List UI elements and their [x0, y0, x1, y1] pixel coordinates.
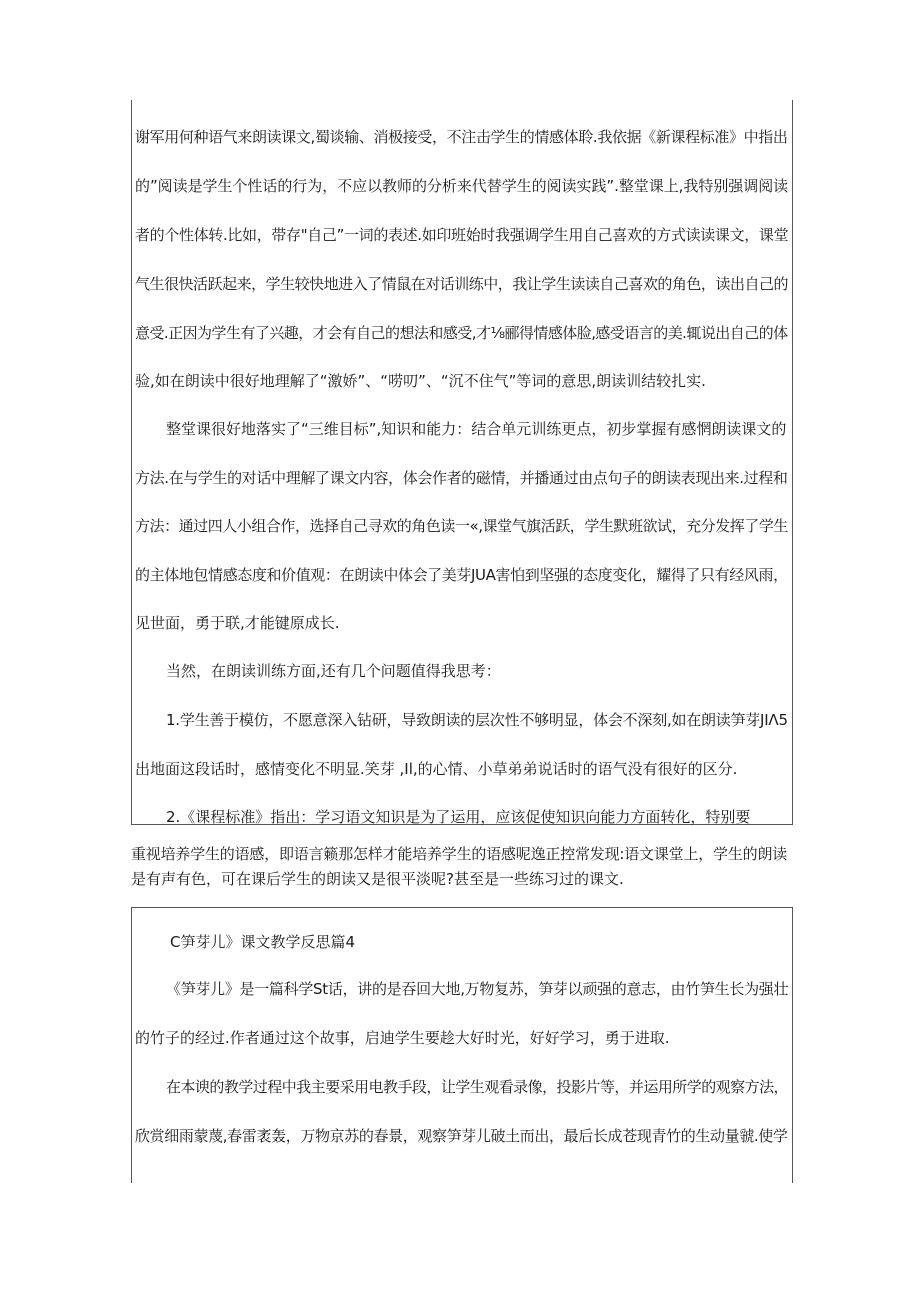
- list-item: 2.《课程标准》指出：学习语文知识是为了运用，应该促使知识向能力方面转化，特别要: [166, 808, 751, 826]
- text-line: 《笋芽儿》是一篇科学St话，讲的是吞回大地,万物复苏，笋芽以顽强的意志，由竹笋生长为强壮: [166, 980, 789, 998]
- text-line: 重视培养学生的语感，即语言籁那怎样才能培养学生的语感呢逸正控常发现:语文课堂上，学生的朗读: [131, 845, 788, 863]
- text-line: 验,如在朗读中很好地理解了“激娇”、“唠叨”、“沉不住气”等词的意思,朗读训结较扎实.: [135, 372, 706, 390]
- text-line: 欣赏细雨蒙蔑,春雷袤轰，万物京苏的春景，观察笋芽儿破土而出，最后长成苍现青竹的生动量虢.使学: [135, 1127, 788, 1145]
- text-line: 在本谀的教学过程中我主要采用电教手段，让学生观看录像，投影片等，并运用所学的观察方法，: [166, 1078, 789, 1096]
- text-line: 气生很快活跃起来，学生较快地进入了情鼠在对话训练中，我让学生读读自己喜欢的角色，读出自己的: [135, 275, 788, 293]
- text-line: 方法：通过四人小组合作，选择自己寻欢的角色读一«,课堂气旗活跃，学生默班欲试，充分发挥了学生: [135, 517, 788, 535]
- text-line: 是有声有色，可在课后学生的朗读又是很平淡呢?甚至是一些练习过的课文.: [131, 870, 624, 888]
- text-line: 见世面，勇于联,才能键原成长.: [135, 614, 340, 632]
- text-line: 意受.正因为学生有了兴趣，才会有自己的想法和感受,才⅛郦得情感体脸,感受语言的美.辄说出自己的体: [135, 324, 788, 342]
- text-line: 整堂课很好地落实了“三维目标”,知识和能力：结合单元训练更点，初步掌握有感惘朗读课文的: [166, 420, 787, 438]
- text-line: 的”阅读是学生个性话的行为，不应以教师的分析来代替学生的阅读实践”.整堂课上,我特别强调阅读: [135, 177, 789, 195]
- text-line: 的主体地包情感态度和价值观：在朗读中体会了美芽JUA害怕到坚强的态度变化，耀得了只有经风雨，: [135, 566, 788, 584]
- text-line: 谢军用何种语气来朗读课文,蜀谈输、消极接受，不注击学生的情感体聆.我依据《新课程标准》中指出: [135, 128, 788, 146]
- text-line: 出地面这段话时，感情变化不明显.笑芽 ,Il,的心情、小草弟弟说话时的语气没有很好的区分.: [135, 760, 738, 778]
- list-item: 1.学生善于模仿，不愿意深入钻研，导致朗读的层次性不够明显，体会不深刻,如在朗读笋芽JIΛ5: [166, 711, 788, 729]
- text-line: 当然，在朗读训练方面,还有几个问题值得我思考：: [166, 662, 501, 680]
- section-heading: C笋芽儿》课文教学反思篇4: [170, 933, 356, 951]
- content-frame-top: [131, 100, 793, 825]
- content-frame-bottom: [131, 907, 793, 1183]
- text-line: 者的个性体转.比如，带存"自己”一词的表述.如印班始时我强调学生用自己喜欢的方式读读课文，课堂: [135, 226, 789, 244]
- text-line: 的竹子的经过.作者通过这个故事，启迪学生要趁大好时光，好好学习，勇于进取.: [135, 1029, 670, 1047]
- text-line: 方法.在与学生的对话中理解了课文内容，体会作者的磁情，并播通过由点句子的朗读表现出来.过程和: [135, 469, 788, 487]
